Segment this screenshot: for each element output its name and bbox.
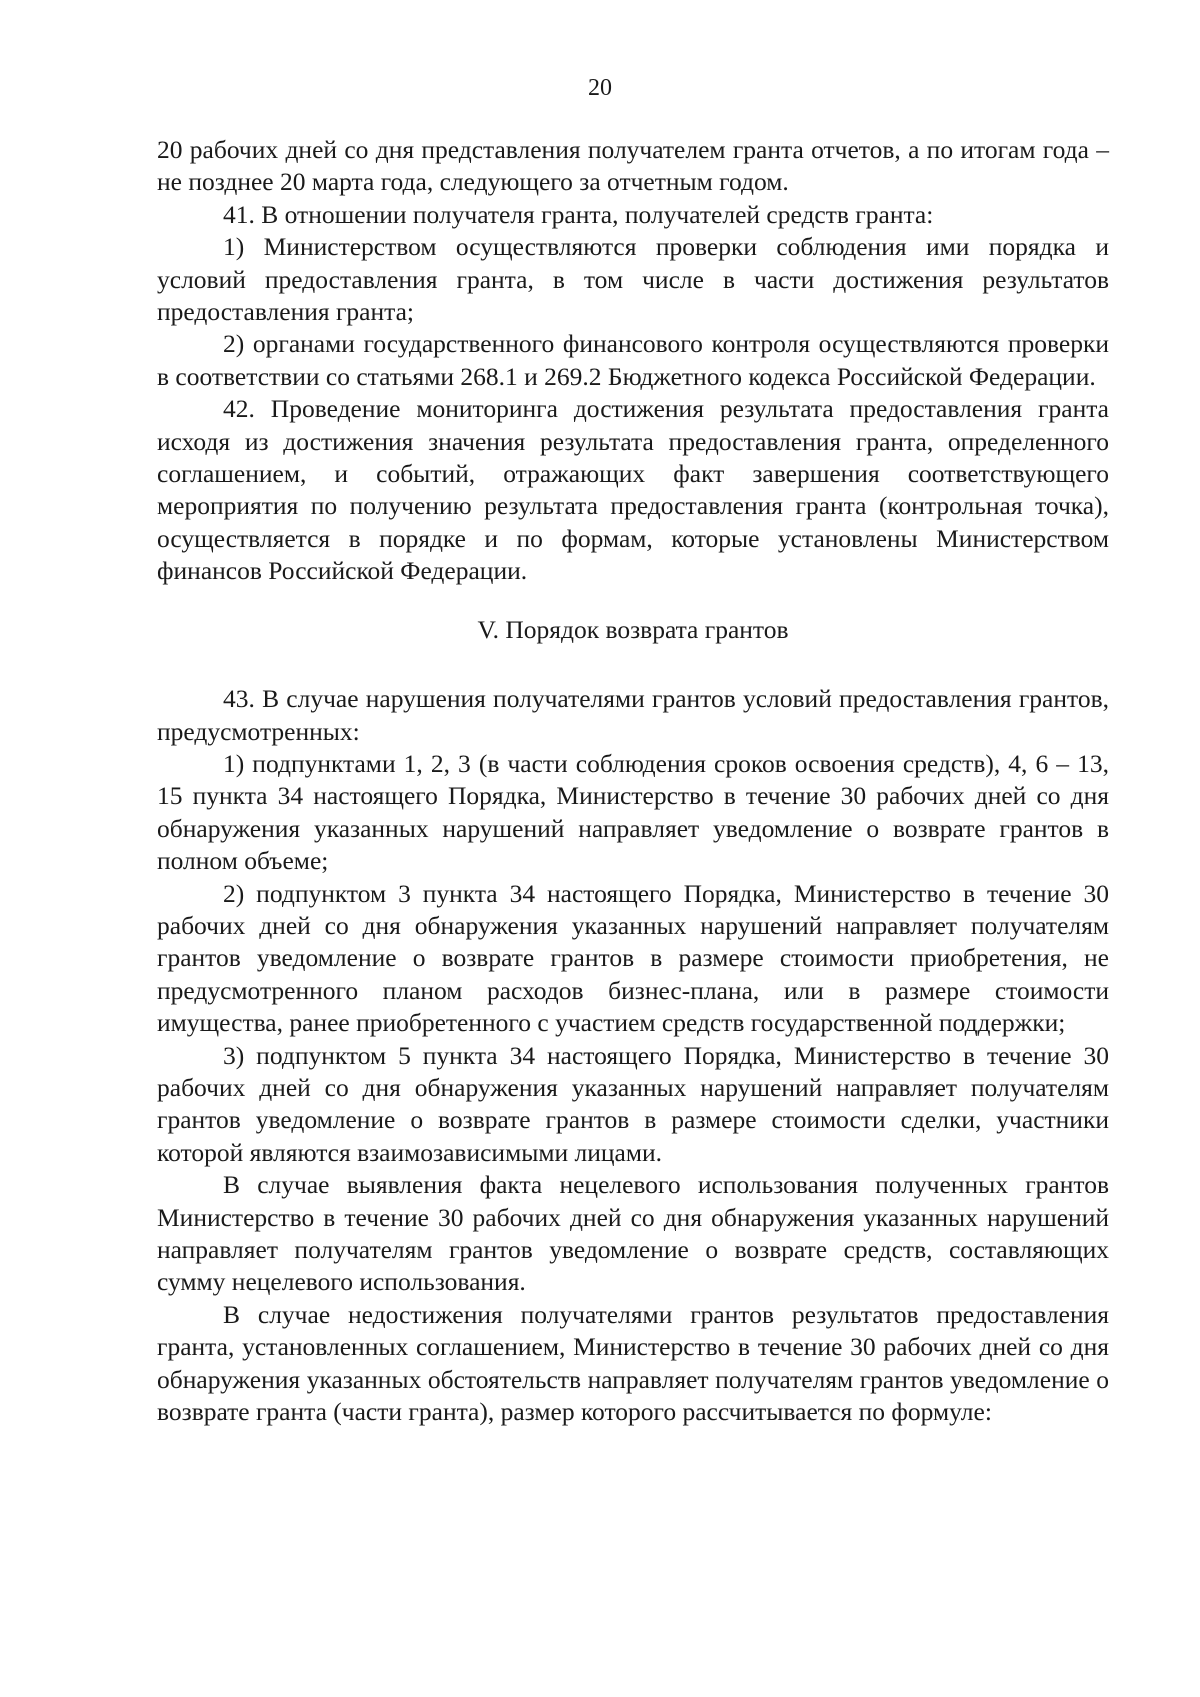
document-body: [157, 134, 1109, 1428]
paragraph-43-item-3: 3) подпунктом 5 пункта 34 настоящего Порядка, Министерство в течение 30 рабочих дней со дня обнаружения указанных нарушений направляет получателям грантов уведомление о возврате грантов в размере стоимости сделки, участники которой являются взаимозависимыми лицами.: [157, 1040, 1109, 1167]
paragraph-42: 42. Проведение мониторинга достижения результата предоставления гранта исходя из достижения значения результата предоставления гранта, определенного соглашением, и событий, отражающих факт завершения соответствующего мероприятия по получению результата предоставления гранта (контрольная точка), осуществляется в порядке и по формам, которые установлены Министерством финансов Российской Федерации.: [157, 394, 1109, 586]
paragraph-43-item-2: 2) подпунктом 3 пункта 34 настоящего Порядка, Министерство в течение 30 рабочих дней со дня обнаружения указанных нарушений направляет получателям грантов уведомление о возврате грантов в размере стоимости приобретения, не предусмотренного планом расходов бизнес-плана, или в размере стоимости имущества, ранее приобретенного с участием средств государственной поддержки;: [157, 878, 1109, 1038]
paragraph-41: 41. В отношении получателя гранта, получателей средств гранта:: [223, 199, 934, 229]
paragraph-43-item-1: 1) подпунктами 1, 2, 3 (в части соблюдения сроков освоения средств), 4, 6 – 13, 15 пункта 34 настоящего Порядка, Министерство в течение 30 рабочих дней со дня обнаружения указанных нарушений направляет уведомление о возврате грантов в полном объеме;: [157, 748, 1109, 876]
paragraph-41-item-1: 1) Министерством осуществляются проверки соблюдения ими порядка и условий предоставления гранта, в том числе в части достижения результатов предоставления гранта;: [157, 232, 1109, 327]
section-heading: V. Порядок возврата грантов: [477, 614, 789, 644]
paragraph-continuation: 20 рабочих дней со дня представления получателем гранта отчетов, а по итогам года – не позднее 20 марта года, следующего за отчетным годом.: [157, 135, 1109, 197]
paragraph-nonachievement: В случае недостижения получателями грантов результатов предоставления гранта, установленных соглашением, Министерство в течение 30 рабочих дней со дня обнаружения указанных обстоятельств направляет получателям грантов уведомление о возврате гранта (части гранта), размер которого рассчитывается по формуле:: [157, 1299, 1109, 1427]
page-number: 20: [588, 75, 612, 101]
paragraph-41-item-2: 2) органами государственного финансового контроля осуществляются проверки в соответствии со статьями 268.1 и 269.2 Бюджетного кодекса Российской Федерации.: [157, 329, 1109, 391]
paragraph-43: 43. В случае нарушения получателями грантов условий предоставления грантов, предусмотренных:: [157, 684, 1109, 746]
paragraph-misuse: В случае выявления факта нецелевого использования полученных грантов Министерство в течение 30 рабочих дней со дня обнаружения указанных нарушений направляет получателям грантов уведомление о возврате средств, составляющих сумму нецелевого использования.: [157, 1170, 1109, 1297]
